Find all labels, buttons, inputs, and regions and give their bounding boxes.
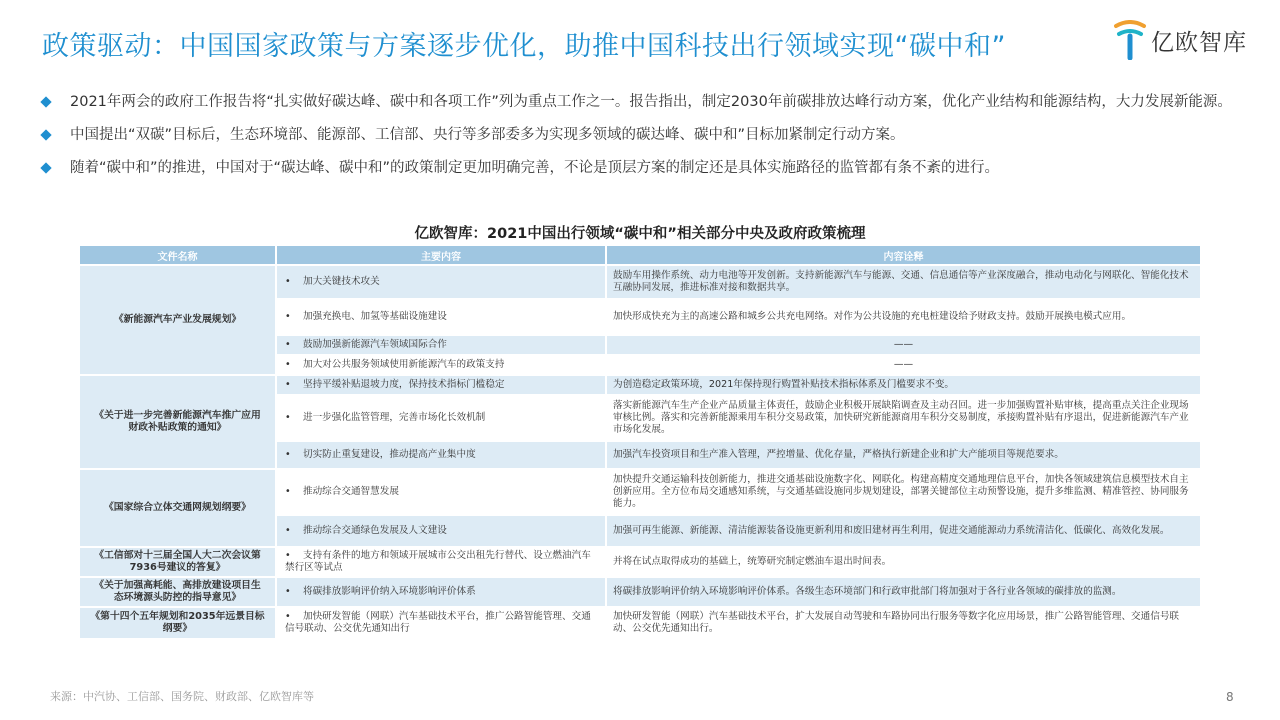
logo-text: 亿欧智库 xyxy=(1151,29,1247,56)
bullet-text: 随着“碳中和”的推进，中国对于“碳达峰、碳中和”的政策制定更加明确完善，不论是顶层方案的制定还是具体实施路径的监管都有条不紊的进行。 xyxy=(70,160,1000,176)
policy-table xyxy=(80,244,1202,640)
header-interpretation: 内容诠释 xyxy=(607,246,1202,264)
main-content-cell: • 坚持平缓补贴退坡力度，保持技术指标门槛稳定 xyxy=(277,376,607,394)
brand-logo xyxy=(1113,18,1247,62)
table-row xyxy=(80,608,1202,638)
header-main-content: 主要内容 xyxy=(277,246,607,264)
main-content-cell: • 推动综合交通智慧发展 xyxy=(277,470,607,514)
page-title: 政策驱动：中国国家政策与方案逐步优化，助推中国科技出行领域实现“碳中和” xyxy=(42,31,1006,62)
main-content-cell: • 进一步强化监管管理，完善市场化长效机制 xyxy=(277,396,607,440)
diamond-bullet-icon xyxy=(40,162,51,173)
bullet-item xyxy=(40,90,1240,115)
interpretation-cell: 鼓励车用操作系统、动力电池等开发创新。支持新能源汽车与能源、交通、信息通信等产业深度融合，推动电动化与网联化、智能化技术互融协同发展，推进标准对接和数据共享。 xyxy=(607,266,1202,298)
bullet-item xyxy=(40,156,1240,181)
doc-name-cell: 《国家综合立体交通网规划纲要》 xyxy=(80,470,277,546)
table-title: 亿欧智库：2021中国出行领域“碳中和”相关部分中央及政府政策梳理 xyxy=(414,226,866,242)
doc-name-cell: 《关于加强高耗能、高排放建设项目生态环境源头防控的指导意见》 xyxy=(80,578,277,606)
interpretation-cell: 加快研发智能（网联）汽车基础技术平台，扩大发展自动驾驶和车路协同出行服务等数字化应用场景，推广公路智能管理、交通信号联动、公交优先通知出行。 xyxy=(607,608,1202,638)
diamond-bullet-icon xyxy=(40,129,51,140)
main-content-cell: • 支持有条件的地方和领域开展城市公交出租先行替代、设立燃油汽车禁行区等试点 xyxy=(277,548,607,576)
yiou-logo-icon xyxy=(1113,20,1147,60)
diamond-bullet-icon xyxy=(40,96,51,107)
main-content-cell: • 将碳排放影响评价纳入环境影响评价体系 xyxy=(277,578,607,606)
doc-name-cell: 《新能源汽车产业发展规划》 xyxy=(80,266,277,374)
interpretation-cell: 将碳排放影响评价纳入环境影响评价体系。各级生态环境部门和行政审批部门将加强对于各行业各领域的碳排放的监测。 xyxy=(607,578,1202,606)
page-number: 8 xyxy=(1226,690,1234,704)
interpretation-cell: 加快形成快充为主的高速公路和城乡公共充电网络。对作为公共设施的充电桩建设给予财政支持。鼓励开展换电模式应用。 xyxy=(607,300,1202,334)
interpretation-cell: 加强汽车投资项目和生产准入管理，严控增量、优化存量，严格执行新建企业和扩大产能项目等规范要求。 xyxy=(607,442,1202,468)
bullet-list xyxy=(40,90,1240,189)
interpretation-cell: 加强可再生能源、新能源、清洁能源装备设施更新利用和废旧建材再生利用，促进交通能源动力系统清洁化、低碳化、高效化发展。 xyxy=(607,516,1202,546)
interpretation-cell: 落实新能源汽车生产企业产品质量主体责任，鼓励企业积极开展缺陷调查及主动召回。进一步加强购置补贴审核，提高重点关注企业现场审核比例。落实和完善新能源乘用车积分交易政策，加快研究新能源商用车积分交易制度，承接购置补贴有序退出，促进新能源汽车产业市场化发展。 xyxy=(607,396,1202,440)
table-row xyxy=(80,548,1202,576)
source-note: 来源：中汽协、工信部、国务院、财政部、亿欧智库等 xyxy=(50,690,314,703)
main-content-cell: • 加强充换电、加氢等基础设施建设 xyxy=(277,300,607,334)
main-content-cell: • 加快研发智能（网联）汽车基础技术平台，推广公路智能管理、交通信号联动、公交优先通知出行 xyxy=(277,608,607,638)
main-content-cell: • 加大对公共服务领域使用新能源汽车的政策支持 xyxy=(277,356,607,374)
interpretation-cell: 为创造稳定政策环境，2021年保持现行购置补贴技术指标体系及门槛要求不变。 xyxy=(607,376,1202,394)
main-content-cell: • 切实防止重复建设，推动提高产业集中度 xyxy=(277,442,607,468)
doc-name-cell: 《关于进一步完善新能源汽车推广应用财政补贴政策的通知》 xyxy=(80,376,277,468)
main-content-cell: • 加大关键技术攻关 xyxy=(277,266,607,298)
header-doc-name: 文件名称 xyxy=(80,246,277,264)
interpretation-cell: —— xyxy=(607,356,1202,374)
main-content-cell: • 鼓励加强新能源汽车领域国际合作 xyxy=(277,336,607,354)
table-row xyxy=(80,578,1202,606)
interpretation-cell: 并将在试点取得成功的基础上，统筹研究制定燃油车退出时间表。 xyxy=(607,548,1202,576)
bullet-item xyxy=(40,123,1240,148)
table-row xyxy=(80,266,1202,298)
interpretation-cell: 加快提升交通运输科技创新能力，推进交通基础设施数字化、网联化。构建高精度交通地理信息平台，加快各领域建筑信息模型技术自主创新应用。全方位布局交通感知系统，与交通基础设施同步规划建设，部署关键部位主动预警设施，提升多维监测、精准管控、协同服务能力。 xyxy=(607,470,1202,514)
doc-name-cell: 《工信部对十三届全国人大二次会议第7936号建议的答复》 xyxy=(80,548,277,576)
table-row xyxy=(80,470,1202,514)
bullet-text: 中国提出“双碳”目标后，生态环境部、能源部、工信部、央行等多部委多为实现多领域的碳达峰、碳中和”目标加紧制定行动方案。 xyxy=(70,127,905,143)
interpretation-cell: —— xyxy=(607,336,1202,354)
main-content-cell: • 推动综合交通绿色发展及人文建设 xyxy=(277,516,607,546)
table-header-row xyxy=(80,246,1202,264)
doc-name-cell: 《第十四个五年规划和2035年远景目标纲要》 xyxy=(80,608,277,638)
table-row xyxy=(80,376,1202,394)
bullet-text: 2021年两会的政府工作报告将“扎实做好碳达峰、碳中和各项工作”列为重点工作之一。报告指出，制定2030年前碳排放达峰行动方案，优化产业结构和能源结构，大力发展新能源。 xyxy=(70,94,1232,110)
